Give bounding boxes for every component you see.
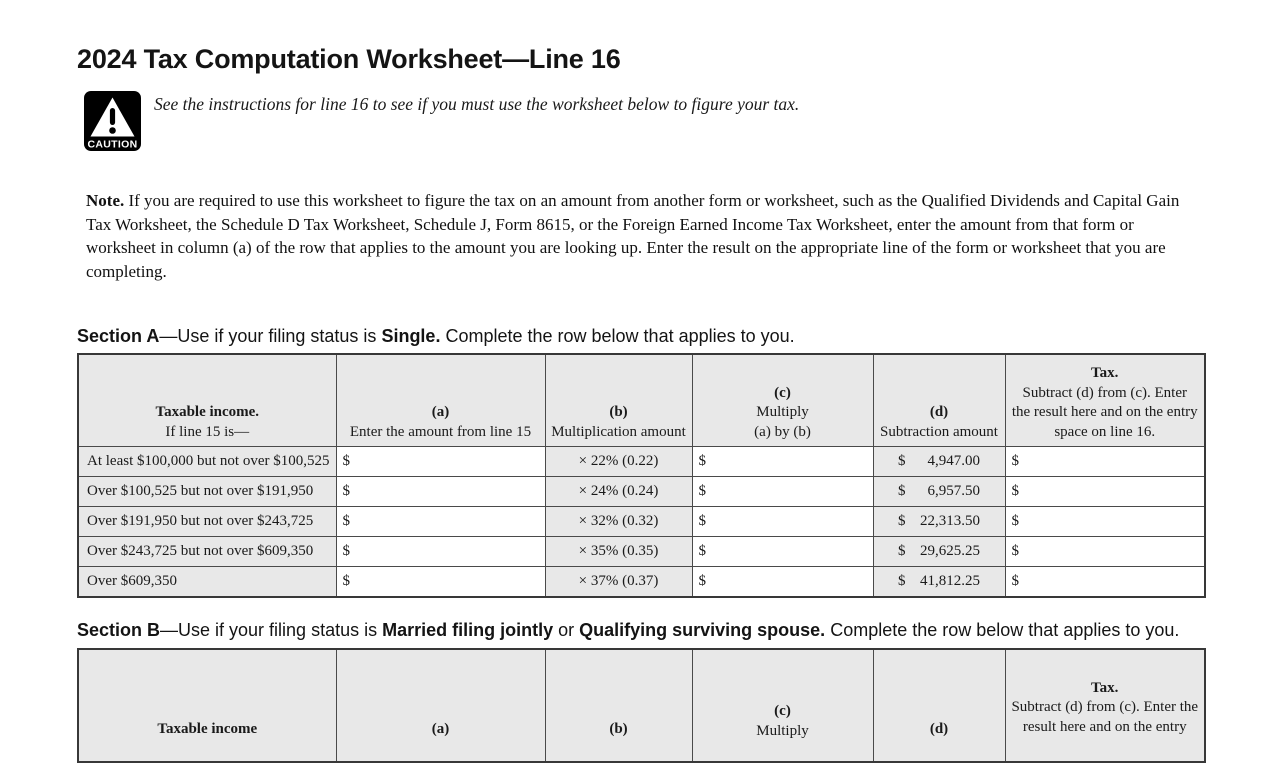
income-range-cell: Over $609,350: [78, 567, 336, 598]
section-a-heading: Section A—Use if your filing status is Single. Complete the row below that applies to you.: [77, 326, 795, 347]
tax-entry-cell: $: [1005, 567, 1205, 598]
table-row: [78, 507, 1205, 537]
subtraction-amount-cell: $ 6,957.50: [873, 477, 1005, 507]
note-label: Note.: [86, 191, 125, 210]
col-header-d: (d): [873, 649, 1005, 762]
multiplier-cell: × 32% (0.32): [545, 507, 692, 537]
caution-icon-label: CAUTION: [87, 138, 138, 151]
income-range-cell: Over $243,725 but not over $609,350: [78, 537, 336, 567]
subtraction-amount-cell: $ 22,313.50: [873, 507, 1005, 537]
entry-cell-c: $: [692, 507, 873, 537]
caution-icon: [84, 91, 141, 151]
col-header-taxable-income: Taxable income. If line 15 is—: [78, 354, 336, 447]
col-header-tax: Tax. Subtract (d) from (c). Enter the result here and on the entry: [1005, 649, 1205, 762]
note-paragraph: [86, 189, 1185, 283]
col-header-c: (c) Multiply: [692, 649, 873, 762]
tax-entry-cell: $: [1005, 537, 1205, 567]
entry-cell-a: $: [336, 447, 545, 477]
note-body: If you are required to use this worksheet to figure the tax on an amount from another form or worksheet, such as the Qualified Dividends and Capital Gain Tax Worksheet, the Schedule D Tax Worksheet, Schedule J, Form 8615, or the Foreign Earned Income Tax Worksheet, enter the amount from that form or worksheet in column (a) of the row that applies to the amount you are looking up. Enter the result on the appropriate line of the form or worksheet that you are completing.: [86, 191, 1180, 281]
entry-cell-a: $: [336, 477, 545, 507]
subtraction-amount-cell: $ 41,812.25: [873, 567, 1005, 598]
col-header-b: (b): [545, 649, 692, 762]
table-row: [78, 477, 1205, 507]
income-range-cell: Over $100,525 but not over $191,950: [78, 477, 336, 507]
worksheet-page: [77, 44, 1204, 763]
entry-cell-a: $: [336, 567, 545, 598]
section-a-header-row: [78, 354, 1205, 447]
section-b-table: [77, 648, 1206, 763]
multiplier-cell: × 22% (0.22): [545, 447, 692, 477]
entry-cell-c: $: [692, 477, 873, 507]
entry-cell-c: $: [692, 537, 873, 567]
tax-entry-cell: $: [1005, 507, 1205, 537]
caution-text: See the instructions for line 16 to see if you must use the worksheet below to figure your tax.: [154, 94, 800, 114]
table-row: [78, 447, 1205, 477]
tax-entry-cell: $: [1005, 447, 1205, 477]
caution-banner: [77, 91, 1204, 151]
col-header-d: (d) Subtraction amount: [873, 354, 1005, 447]
col-header-a: (a) Enter the amount from line 15: [336, 354, 545, 447]
entry-cell-a: $: [336, 507, 545, 537]
section-b-heading: Section B—Use if your filing status is Married filing jointly or Qualifying surviving spouse. Complete the row below that applies to you.: [77, 620, 1180, 641]
col-header-tax: Tax. Subtract (d) from (c). Enter the result here and on the entry space on line 16.: [1005, 354, 1205, 447]
income-range-cell: Over $191,950 but not over $243,725: [78, 507, 336, 537]
entry-cell-c: $: [692, 447, 873, 477]
income-range-cell: At least $100,000 but not over $100,525: [78, 447, 336, 477]
multiplier-cell: × 35% (0.35): [545, 537, 692, 567]
entry-cell-a: $: [336, 537, 545, 567]
table-row: [78, 537, 1205, 567]
multiplier-cell: × 37% (0.37): [545, 567, 692, 598]
multiplier-cell: × 24% (0.24): [545, 477, 692, 507]
col-header-b: (b) Multiplication amount: [545, 354, 692, 447]
col-header-taxable-income: Taxable income: [78, 649, 336, 762]
section-b-header-row: [78, 649, 1205, 762]
entry-cell-c: $: [692, 567, 873, 598]
table-row: [78, 567, 1205, 598]
subtraction-amount-cell: $ 4,947.00: [873, 447, 1005, 477]
section-a-table: [77, 353, 1206, 598]
col-header-a: (a): [336, 649, 545, 762]
subtraction-amount-cell: $ 29,625.25: [873, 537, 1005, 567]
page-title: 2024 Tax Computation Worksheet—Line 16: [77, 44, 621, 74]
tax-entry-cell: $: [1005, 477, 1205, 507]
col-header-c: (c) Multiply (a) by (b): [692, 354, 873, 447]
